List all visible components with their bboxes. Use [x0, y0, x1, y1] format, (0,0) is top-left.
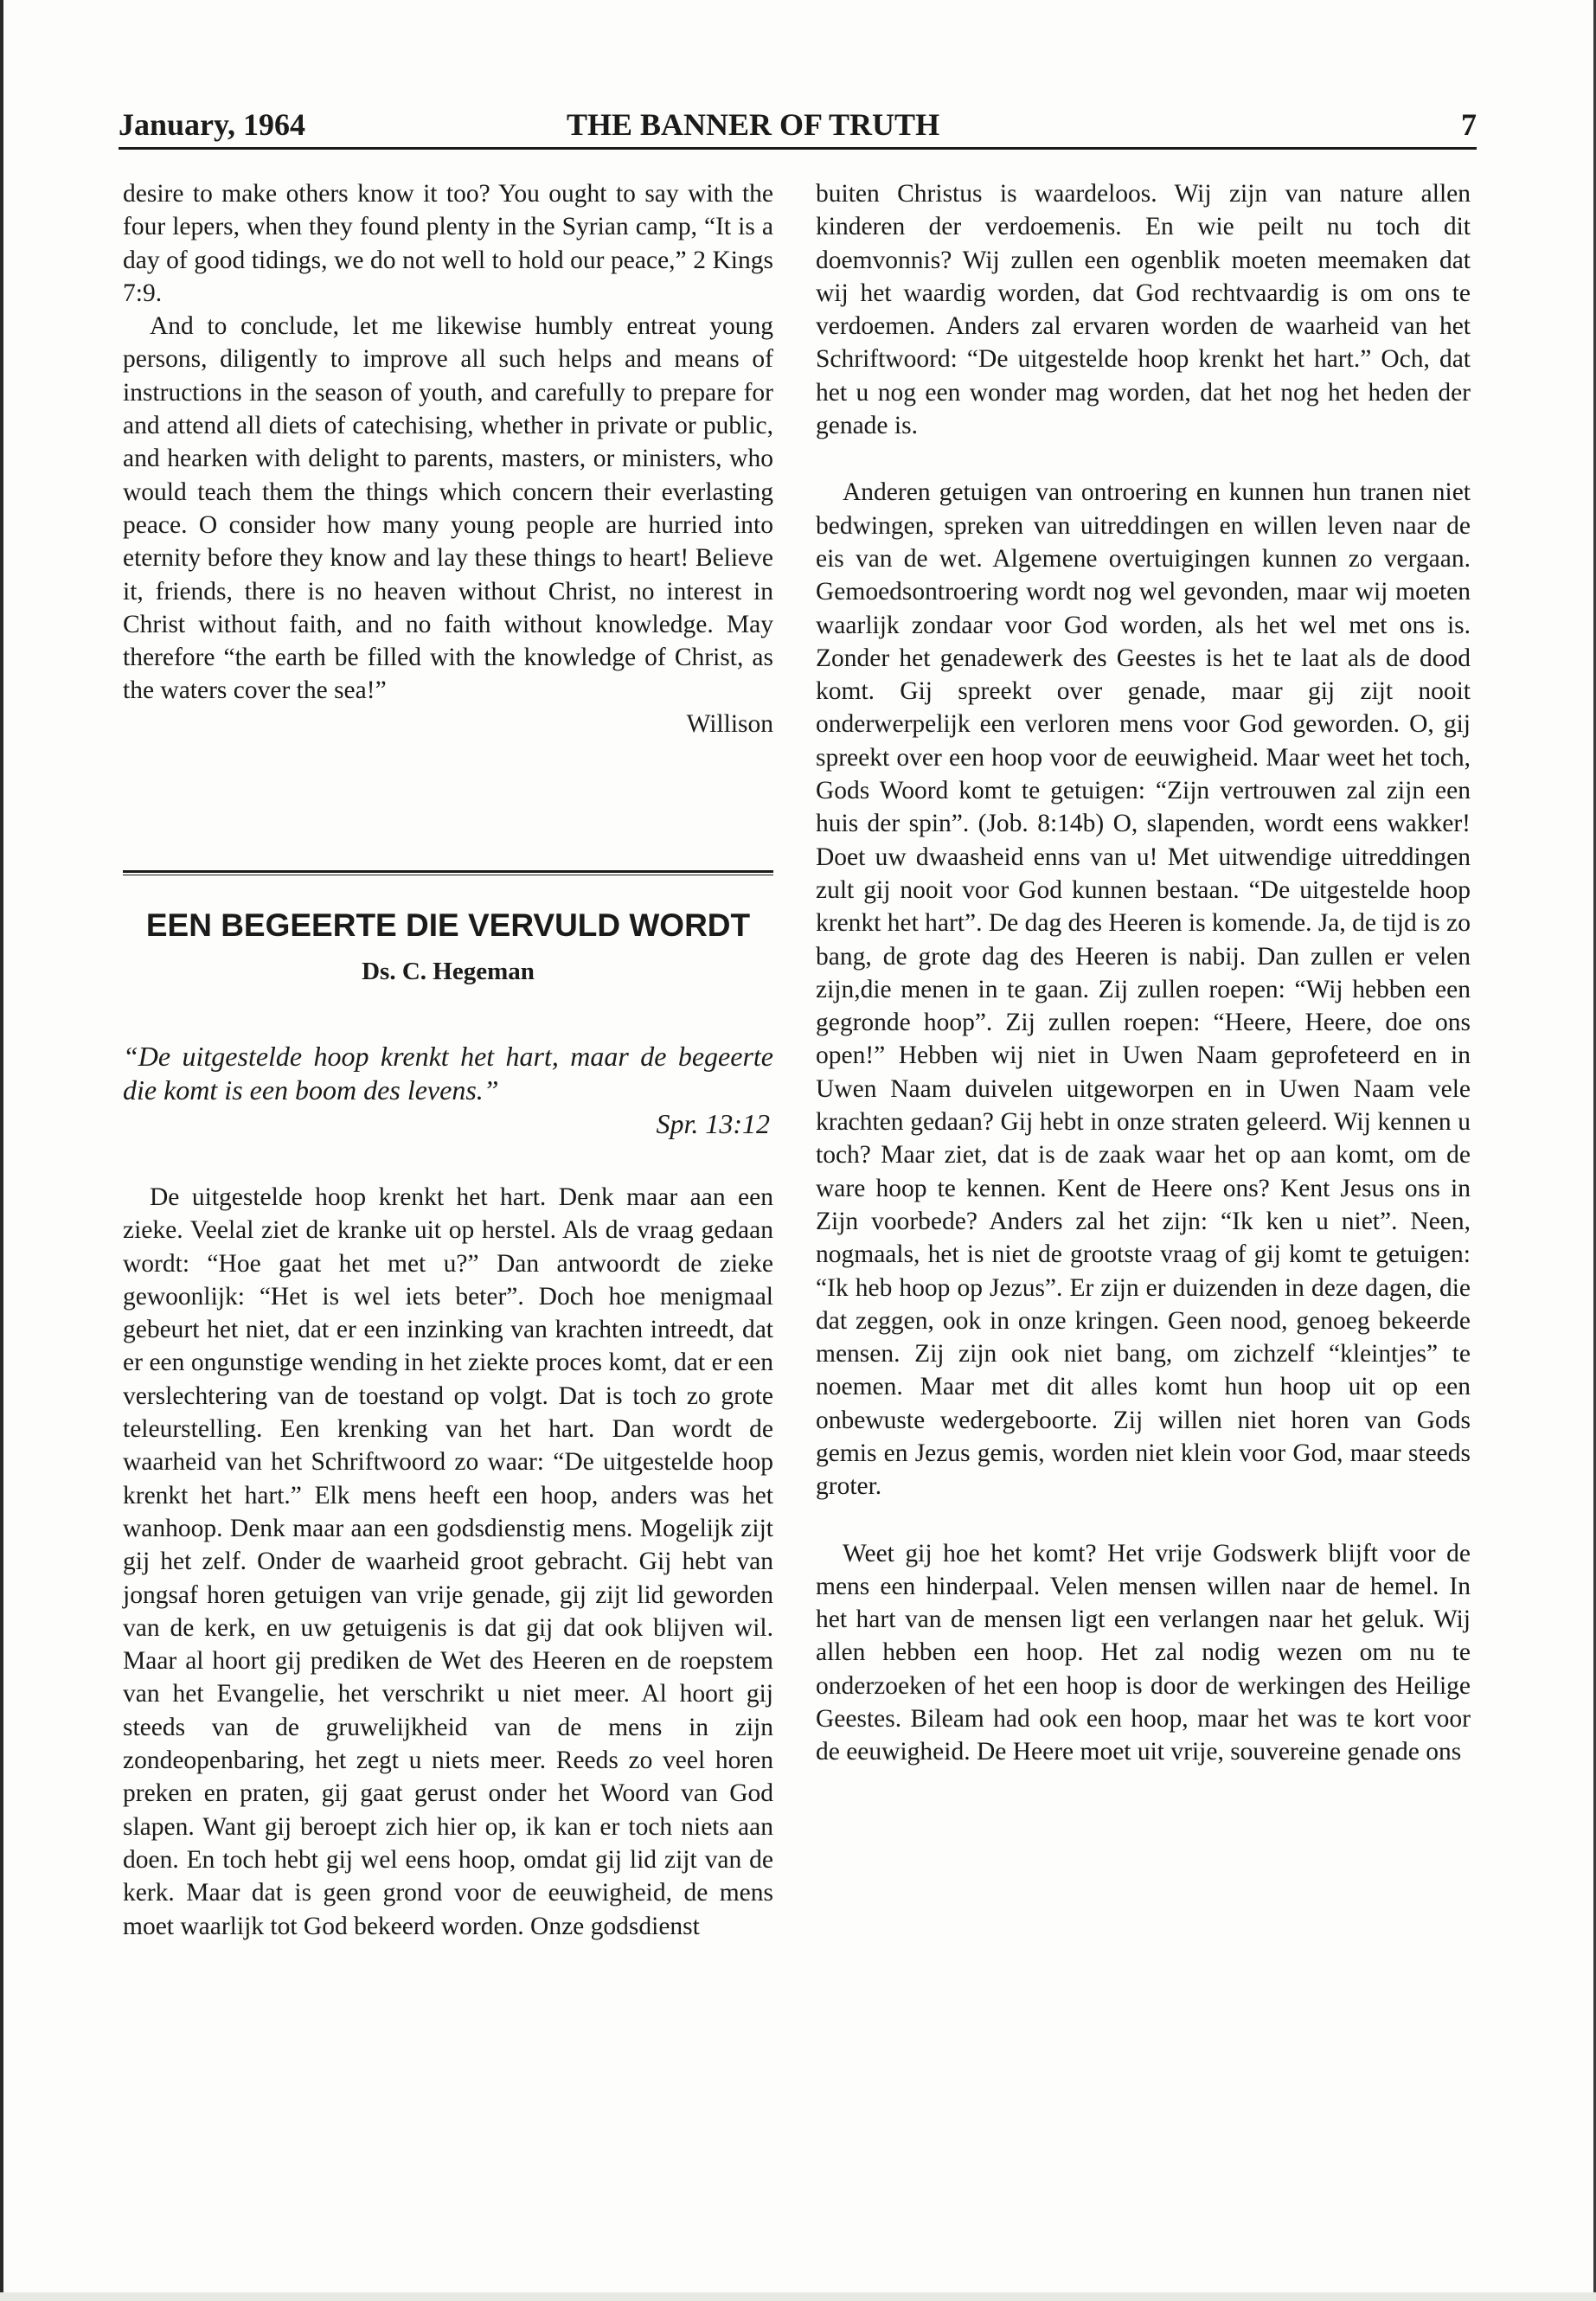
paragraph: And to conclude, let me likewise humbly entreat young persons, diligently to improve all such helps and means of instructions in the season of youth, and carefully to prepare for and attend all diets of catechising, whether in private or public, and hearken with delight to parents, masters, or ministers, who would teach them the things which concern their everlasting peace. O consider how many young people are hurried into eternity before they know and lay these things to heart! Believe it, friends, there is no heaven without Christ, no interest in Christ without faith, and no faith without knowledge. May therefore “the earth be filled with the knowledge of Christ, as the waters cover the sea!” [123, 312, 773, 705]
left-column-article [123, 1181, 773, 1943]
paragraph-gap [816, 442, 1471, 476]
paragraph-gap [816, 1503, 1471, 1537]
article-title: EEN BEGEERTE DIE VERVULD WORDT [145, 907, 751, 943]
running-header [119, 106, 1477, 144]
scan-edge-left [0, 0, 3, 2301]
right-column-article [816, 177, 1471, 1769]
header-date: January, 1964 [119, 107, 306, 142]
paragraph: De uitgestelde hoop krenkt het hart. Denk maar aan een zieke. Veelal ziet de kranke uit op herstel. Als de vraag gedaan wordt: “Hoe gaat het met u?” Dan antwoordt de zieke gewoonlijk: “Het is wel iets beter”. Doch hoe menigmaal gebeurt het niet, dat er een inzinking van krachten intreedt, dat er een ongunstige wending in het ziekte proces komt, dat er een verslechtering van de toestand op volgt. Dat is toch zo grote teleurstelling. Een krenking van het hart. Dan wordt de waarheid van het Schriftwoord zo waar: “De uitgestelde hoop krenkt het hart.” Elk mens heeft een hoop, anders was het wanhoop. Denk maar aan een godsdienstig mens. Mogelijk zijt gij het zelf. Onder de waarheid groot gebracht. Gij hebt van jongsaf horen getuigen van vrije genade, gij zijt lid geworden van de kerk, en uw getuigenis is dat gij dat ook blijven wil. Maar al hoort gij prediken de Wet des Heeren en de roepstem van het Evangelie, het verschrikt u niet meer. Al hoort gij steeds van de gruwelijkheid van de mens in zijn zondeopenbaring, het zegt u niets meer. Reeds zo veel horen preken en praten, gij gaat gerust onder het Woord van God slapen. Want gij beroept zich hier op, ik kan er toch niets aan doen. En toch hebt gij wel eens hoop, omdat gij lid zijt van de kerk. Maar dat is geen grond voor de eeuwigheid, de mens moet waarlijk tot God bekeerd worden. Onze godsdienst [123, 1183, 773, 1940]
epigraph-reference: Spr. 13:12 [656, 1108, 770, 1139]
paragraph: Weet gij hoe het komt? Het vrije Godswerk blijft voor de mens een hinderpaal. Velen mensen willen naar de hemel. In het hart van de mensen ligt een verlangen naar het geluk. Wij allen hebben een hoop. Het zal nodig wezen om nu te onderzoeken of het een hoop is door de werkingen des Heilige Geestes. Bileam had ook een hoop, maar het was te kort voor de eeuwigheid. De Heere moet uit vrije, souvereine genade ons [816, 1539, 1471, 1766]
header-publication-title: THE BANNER OF TRUTH [567, 107, 940, 142]
section-divider [123, 870, 773, 875]
left-column-top [123, 177, 773, 740]
scan-edge-bottom [0, 2292, 1596, 2301]
paragraph: buiten Christus is waardeloos. Wij zijn van nature allen kinderen der verdoemenis. En wie peilt nu toch dit doemvonnis? Wij zullen een ogenblik moeten meemaken dat wij het waardig worden, dat God rechtvaardig is om ons te verdoemen. Anders zal ervaren worden de waarheid van het Schriftwoord: “De uitgestelde hoop krenkt het hart.” Och, dat het u nog een wonder mag worden, dat het nog het heden der genade is. [816, 180, 1471, 440]
epigraph-text: “De uitgestelde hoop krenkt het hart, maar de begeerte die komt is een boom des levens.” [123, 1041, 773, 1106]
header-rule [119, 147, 1477, 150]
author-signature: Willison [686, 709, 773, 738]
paragraph: desire to make others know it too? You ought to say with the four lepers, when they found plenty in the Syrian camp, “It is a day of good tidings, we do not well to hold our peace,” 2 Kings 7:9. [123, 180, 773, 307]
header-page-number: 7 [1461, 107, 1477, 142]
article-author: Ds. C. Hegeman [362, 958, 535, 985]
epigraph [123, 1040, 773, 1141]
article-heading [123, 903, 773, 989]
paragraph: Anderen getuigen van ontroering en kunnen hun tranen niet bedwingen, spreken van uitreddingen en willen leven naar de eis van de wet. Algemene overtuigingen kunnen zo vergaan. Gemoedsontroering wordt nog wel gevonden, maar wij moeten waarlijk zondaar voor God worden, als het wel met ons is. Zonder het genadewerk des Geestes is het te laat als de dood komt. Gij spreekt over genade, maar gij zijt nooit onderwerpelijk een verloren mens voor God geworden. O, gij spreekt over een hoop voor de eeuwigheid. Maar weet het toch, Gods Woord komt te getuigen: “Zijn vertrouwen zal zijn een huis der spin”. (Job. 8:14b) O, slapenden, wordt eens wakker! Doet uw dwaasheid enns van u! Met uitwendige uitreddingen zult gij nooit voor God kunnen bestaan. “De uitgestelde hoop krenkt het hart”. De dag des Heeren is komende. Ja, de tijd is zo bang, de grote dag des Heeren is nabij. Dan zullen er velen zijn,die menen in te gaan. Zij zullen roepen: “Wij hebben een gegronde hoop”. Zij zullen roepen: “Heere, Heere, doe ons open!” Hebben wij niet in Uwen Naam geprofeteerd en in Uwen Naam duivelen uitgeworpen en in Uwen Naam vele krachten gedaan? Gij hebt in onze straten geleerd. Wij kennen u toch? Maar ziet, dat is de zaak waar het op aan komt, om de ware hoop te kennen. Kent de Heere ons? Kent Jesus ons in Zijn voorbede? Anders zal het zijn: “Ik ken u niet”. Neen, nogmaals, het is niet de grootste vraag of gij komt te getuigen: “Ik heb hoop op Jezus”. Er zijn er duizenden in deze dagen, die dat zeggen, ook in onze kringen. Geen nood, genoeg bekeerde mensen. Zij zijn ook niet bang, om zichzelf “kleintjes” te noemen. Maar met dit alles komt hun hoop uit op een onbewuste wedergeboorte. Zij willen niet horen van Gods gemis en Jezus gemis, worden niet klein voor God, maar steeds groter. [816, 478, 1471, 1501]
